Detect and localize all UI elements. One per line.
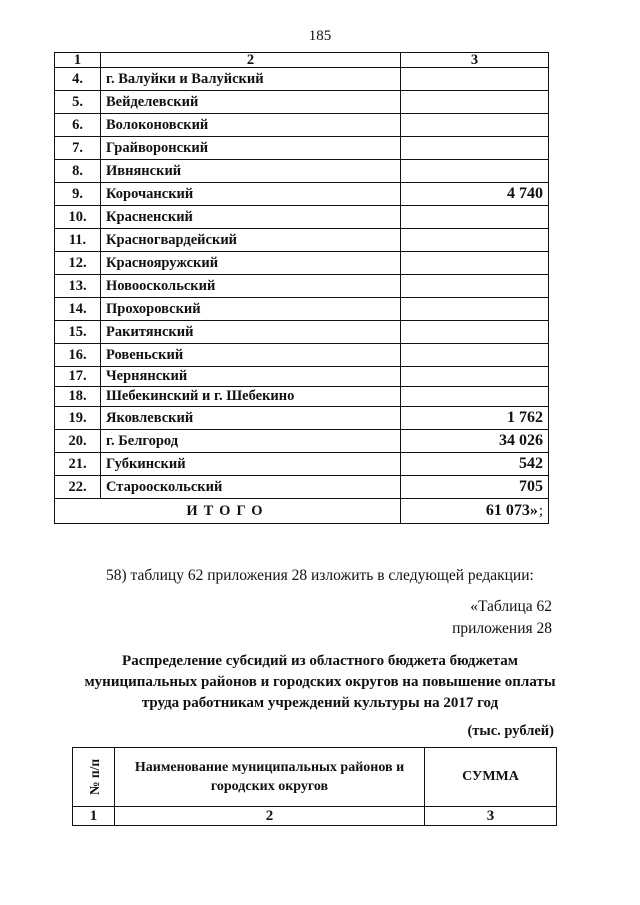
row-number: 14. (55, 298, 101, 321)
table-row (55, 367, 549, 387)
subsidy-amount (401, 344, 549, 367)
district-name: Ракитянский (101, 321, 401, 344)
subsidy-amount (401, 321, 549, 344)
units-label: (тыс. рублей) (467, 723, 554, 739)
appendix-reference: приложения 28 (452, 620, 552, 637)
column-index-row (73, 807, 557, 826)
district-name: Вейделевский (101, 91, 401, 114)
row-number-header-text: № п/п (87, 758, 103, 795)
column-index-2: 2 (115, 807, 425, 826)
subsidy-amount (401, 68, 549, 91)
table-row (55, 407, 549, 430)
district-name: Губкинский (101, 453, 401, 476)
subsidy-amount: 34 026 (401, 430, 549, 453)
page-number: 185 (308, 28, 332, 44)
table-row (55, 298, 549, 321)
district-name: Краснояружский (101, 252, 401, 275)
subsidy-amount (401, 367, 549, 387)
table-row (55, 252, 549, 275)
subsidy-table-new (72, 747, 557, 826)
table-row (55, 275, 549, 298)
subsidy-amount (401, 252, 549, 275)
row-number: 13. (55, 275, 101, 298)
total-label: ИТОГО (55, 499, 401, 524)
district-name: Яковлевский (101, 407, 401, 430)
table-row (55, 137, 549, 160)
table-row (55, 476, 549, 499)
subsidy-amount (401, 91, 549, 114)
subsidy-amount: 1 762 (401, 407, 549, 430)
table-body (55, 68, 549, 499)
row-number: 12. (55, 252, 101, 275)
row-number: 20. (55, 430, 101, 453)
row-number: 17. (55, 367, 101, 387)
district-name: Волоконовский (101, 114, 401, 137)
table-row (55, 321, 549, 344)
district-name: Красненский (101, 206, 401, 229)
row-number-header (73, 748, 115, 807)
name-header (115, 748, 425, 807)
subsidy-amount (401, 275, 549, 298)
subsidy-amount (401, 229, 549, 252)
subsidy-amount (401, 160, 549, 183)
name-header-line: Наименование муниципальных районов и (134, 760, 405, 775)
district-name: г. Белгород (101, 430, 401, 453)
table-reference: «Таблица 62 (470, 598, 552, 615)
district-name: Ровеньский (101, 344, 401, 367)
subsidy-amount: 705 (401, 476, 549, 499)
table-row (55, 114, 549, 137)
district-name: Ивнянский (101, 160, 401, 183)
column-index-3: 3 (401, 53, 549, 68)
row-number: 5. (55, 91, 101, 114)
table-row (55, 91, 549, 114)
district-name: г. Валуйки и Валуйский (101, 68, 401, 91)
district-name: Красногвардейский (101, 229, 401, 252)
sum-header: СУММА (425, 748, 557, 807)
subsidy-table-continuation (54, 52, 549, 524)
district-name: Шебекинский и г. Шебекино (101, 387, 401, 407)
table-row (55, 387, 549, 407)
row-number: 7. (55, 137, 101, 160)
subsidy-amount (401, 137, 549, 160)
district-name: Старооскольский (101, 476, 401, 499)
row-number: 15. (55, 321, 101, 344)
subsidy-amount: 542 (401, 453, 549, 476)
district-name: Прохоровский (101, 298, 401, 321)
table-row (55, 229, 549, 252)
total-row (55, 499, 549, 524)
total-suffix: ; (538, 503, 543, 519)
column-index-row (55, 53, 549, 68)
total-value: 61 073» (485, 502, 538, 519)
district-name: Чернянский (101, 367, 401, 387)
subsidy-amount (401, 387, 549, 407)
heading-line: муниципальных районов и городских округов на повышение оплаты (84, 674, 556, 690)
row-number: 22. (55, 476, 101, 499)
row-number: 6. (55, 114, 101, 137)
column-index-1: 1 (55, 53, 101, 68)
table-row (55, 160, 549, 183)
table-row (55, 68, 549, 91)
total-value-cell (401, 499, 549, 524)
subsidy-amount: 4 740 (401, 183, 549, 206)
table-row (55, 183, 549, 206)
heading-line: Распределение субсидий из областного бюджета бюджетам (122, 653, 518, 669)
column-index-2: 2 (101, 53, 401, 68)
subsidy-amount (401, 114, 549, 137)
district-name: Новооскольский (101, 275, 401, 298)
row-number: 4. (55, 68, 101, 91)
column-index-3: 3 (425, 807, 557, 826)
subsidy-amount (401, 298, 549, 321)
document-heading (60, 651, 580, 714)
table-row (55, 453, 549, 476)
row-number: 8. (55, 160, 101, 183)
amendment-instruction: 58) таблицу 62 приложения 28 изложить в следующей редакции: (106, 567, 534, 584)
row-number: 21. (55, 453, 101, 476)
row-number: 18. (55, 387, 101, 407)
row-number: 10. (55, 206, 101, 229)
table-header-row (73, 748, 557, 807)
table-row (55, 430, 549, 453)
row-number: 11. (55, 229, 101, 252)
name-header-line: городских округов (210, 779, 329, 794)
column-index-1: 1 (73, 807, 115, 826)
district-name: Грайворонский (101, 137, 401, 160)
heading-line: труда работникам учреждений культуры на 2017 год (141, 695, 499, 711)
row-number: 9. (55, 183, 101, 206)
district-name: Корочанский (101, 183, 401, 206)
subsidy-amount (401, 206, 549, 229)
row-number: 19. (55, 407, 101, 430)
table-row (55, 344, 549, 367)
row-number: 16. (55, 344, 101, 367)
table-row (55, 206, 549, 229)
